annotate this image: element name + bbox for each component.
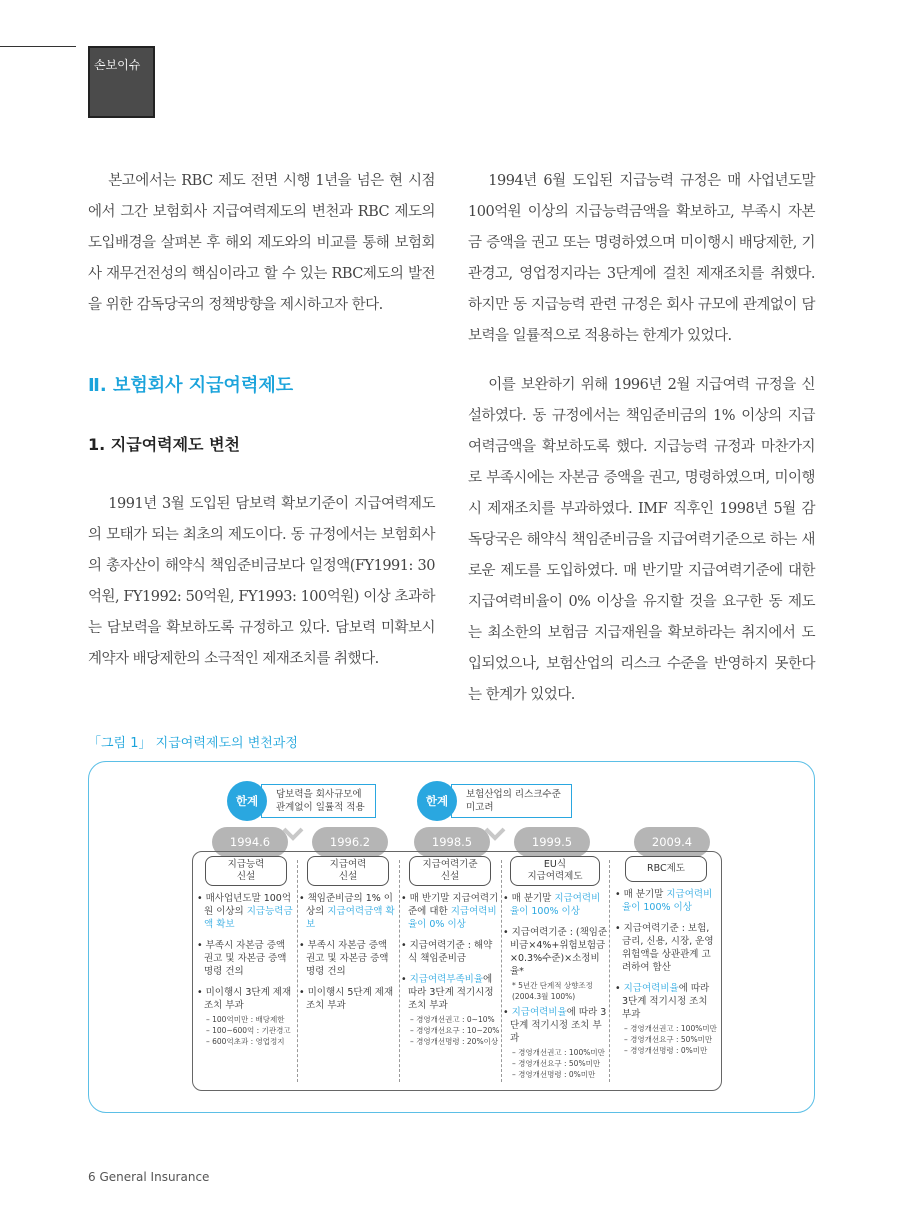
column-title-line: 신설 — [440, 871, 460, 882]
bullet: • 부족시 자본금 증액 권고 및 자본금 증액 명령 건의 — [196, 939, 296, 978]
limit-callout-2 — [417, 781, 572, 821]
sub-item: – 경영개선권고 : 100%미만 — [624, 1024, 717, 1033]
bullet-highlight: 지급여력비율이 100% 이상 — [622, 889, 713, 913]
sub-item: – 경영개선요구 : 50%미만 — [624, 1035, 713, 1044]
bullet-highlight: 지급여력비율이 0% 이상 — [408, 906, 497, 930]
section-tag-label: 손보이슈 — [94, 58, 141, 72]
timeline-column-1994 — [196, 856, 296, 1047]
bullet — [614, 888, 718, 914]
column-title — [625, 856, 707, 882]
limit-badge: 한계 — [417, 781, 457, 821]
bullet — [614, 982, 718, 1021]
bullet-text: 매 반기말 지급여력기준에 대한 — [408, 893, 499, 917]
bullet-highlight: 지급능력금액 확보 — [204, 906, 293, 930]
column-title — [205, 856, 287, 886]
bullet-highlight: 지급여력부족비율 — [409, 974, 484, 985]
header-rule — [0, 46, 76, 47]
column-title-line: 지급여력 — [329, 859, 367, 870]
paragraph-right-2: 이를 보완하기 위해 1996년 2월 지급여력 규정을 신설하였다. 동 규정에서는 책임준비금의 1% 이상의 지급여력금액을 확보하도록 했다. 지급능력 규정과 마찬가지로 부족시에는 자본금 증액을 권고, 명령하였으며, 미이행시 제재조치를 부과하였다. IMF 직후인 1998년 5월 감독당국은 해약식 책임준비금을 지급여력기준으로 하는 새로운 제도를 도입하였다. 매 반기말 지급여력기준에 대한 지급여력비율이 0% 이상을 유지할 것을 요구한 동 제도는 최소한의 보험금 지급재원을 확보하라는 취지에서 도입되었으나, 보험산업의 리스크 수준을 반영하지 못한다는 한계가 있었다. — [468, 377, 815, 703]
section-tag — [88, 46, 155, 118]
bullet-text: 에 따라 3단계 적기시정 조치 부과 — [510, 1007, 607, 1044]
sub-item: – 경영개선권고 : 100%미만 — [512, 1048, 605, 1057]
limit-note — [451, 784, 572, 818]
sub-item: – 경영개선요구 : 10~20% — [410, 1026, 500, 1035]
figure-caption: 「그림 1」 지급여력제도의 변천과정 — [88, 736, 298, 751]
column-title-line: 지급여력기준 — [422, 859, 478, 870]
bullet-highlight: 지급여력금액 확보 — [306, 906, 395, 930]
column-title-line: 신설 — [236, 871, 256, 882]
chevron-down-icon — [282, 827, 304, 841]
year-pill: 1994.6 — [212, 827, 288, 857]
footnote: * 5년간 단계적 상향조정 (2004.3월 100%) — [512, 981, 593, 1001]
bullet: • 지급여력기준 : 보험, 금리, 신용, 시장, 운영위험액을 상관관계 고려하여 합산 — [614, 922, 718, 974]
bullet-highlight: 지급여력비율 — [511, 1007, 567, 1018]
column-title-line: RBC제도 — [647, 863, 685, 874]
year-pill: 1999.5 — [514, 827, 590, 857]
column-divider — [609, 860, 610, 1082]
page-footer: 6 General Insurance — [88, 1170, 210, 1184]
sub-item: – 경영개선명령 : 20%이상 — [410, 1037, 499, 1046]
bullet-text: 매 분기말 — [623, 889, 667, 900]
column-title-line: EU식 — [543, 859, 567, 870]
limit-note-line: 담보력을 회사규모에 — [276, 789, 362, 800]
paragraph-left: 1991년 3월 도입된 담보력 확보기준이 지급여력제도의 모태가 되는 최초의 제도이다. 동 규정에서는 보험회사의 총자산이 해약식 책임준비금보다 일정액(FY1991: 30억원, FY1992: 50억원, FY1993: 100억원) 이상 초과하는 담보력을 확보하도록 규정하고 있다. 담보력 미확보시 계약자 배당제한의 소극적인 제재조치를 취했다. — [88, 496, 435, 667]
bullet: • 미이행시 3단계 제재조치 부과 — [196, 986, 296, 1012]
sub-item: – 100~600억 : 기관경고 — [206, 1026, 291, 1035]
year-pill: 1996.2 — [312, 827, 388, 857]
limit-note — [261, 784, 376, 818]
chevron-down-icon — [484, 827, 506, 841]
column-title — [409, 856, 491, 886]
paragraph-right-1: 1994년 6월 도입된 지급능력 규정은 매 사업년도말 100억원 이상의 지급능력금액을 확보하고, 부족시 자본금 증액을 권고 또는 명령하였으며 미이행시 배당제한, 기관경고, 영업정지라는 3단계에 걸친 제재조치를 취했다. 하지만 동 지급능력 관련 규정은 회사 규모에 관계없이 담보력을 일률적으로 적용하는 한계가 있었다. — [468, 173, 815, 344]
bullet-text: 책임준비금의 1% 이상의 — [306, 893, 393, 917]
column-title-line: 신설 — [338, 871, 358, 882]
sub-item: – 경영개선요구 : 50%미만 — [512, 1059, 601, 1068]
bullet — [196, 892, 296, 931]
limit-note-line: 미고려 — [466, 802, 494, 813]
bullet — [298, 892, 398, 931]
limit-callout-1 — [227, 781, 376, 821]
column-title — [307, 856, 389, 886]
bullet: • 미이행시 5단계 제재조치 부과 — [298, 986, 398, 1012]
bullet-highlight: 지급여력비율 — [623, 983, 679, 994]
sub-item: – 600억초과 : 영업정지 — [206, 1037, 285, 1046]
column-title-line: 지급능력 — [227, 859, 265, 870]
column-title-line: 지급여력제도 — [527, 871, 583, 882]
bullet: • 지급여력기준 : 해약식 책임준비금 — [400, 939, 500, 965]
subsection-heading: 1. 지급여력제도 변천 — [88, 435, 240, 454]
timeline-column-1999 — [502, 856, 608, 1080]
bullet-text: 에 따라 3단계 적기시정 조치 부과 — [408, 974, 494, 1011]
bullet-text: 매사업년도말 100억원 이상의 — [204, 893, 292, 917]
bullet: • 지급여력기준 : (책임준비금×4%+위험보험금×0.3%수준)×소정비율* — [502, 926, 608, 978]
bullet: • 부족시 자본금 증액 권고 및 자본금 증액 명령 건의 — [298, 939, 398, 978]
year-pill: 2009.4 — [634, 827, 710, 857]
bullet — [400, 892, 500, 931]
limit-badge: 한계 — [227, 781, 267, 821]
bullet — [502, 892, 608, 918]
timeline-column-2009 — [614, 856, 718, 1056]
sub-item: – 100억미만 : 배당제한 — [206, 1015, 285, 1024]
timeline-column-1996 — [298, 856, 398, 1020]
sub-item: – 경영개선명령 : 0%미만 — [512, 1070, 596, 1079]
timeline-column-1998 — [400, 856, 500, 1047]
sub-item: – 경영개선권고 : 0~10% — [410, 1015, 495, 1024]
intro-paragraph: 본고에서는 RBC 제도 전면 시행 1년을 넘은 현 시점에서 그간 보험회사 지급여력제도의 변천과 RBC 제도의 도입배경을 살펴본 후 해외 제도와의 비교를 통해 보험회사 재무건전성의 핵심이라고 할 수 있는 RBC제도의 발전을 위한 감독당국의 정책방향을 제시하고자 한다. — [88, 173, 435, 313]
limit-note-line: 보험산업의 리스크수준 — [466, 789, 561, 800]
bullet — [400, 973, 500, 1012]
column-title — [510, 856, 600, 886]
bullet-text: 에 따라 3단계 적기시정 조치 부과 — [622, 983, 710, 1020]
year-pill: 1998.5 — [414, 827, 490, 857]
bullet — [502, 1006, 608, 1045]
limit-note-line: 관계없이 일률적 적용 — [276, 802, 365, 813]
section-heading: Ⅱ. 보험회사 지급여력제도 — [88, 375, 294, 396]
bullet-highlight: 지급여력비율이 100% 이상 — [510, 893, 601, 917]
bullet-text: 매 분기말 — [511, 893, 555, 904]
sub-item: – 경영개선명령 : 0%미만 — [624, 1046, 708, 1055]
